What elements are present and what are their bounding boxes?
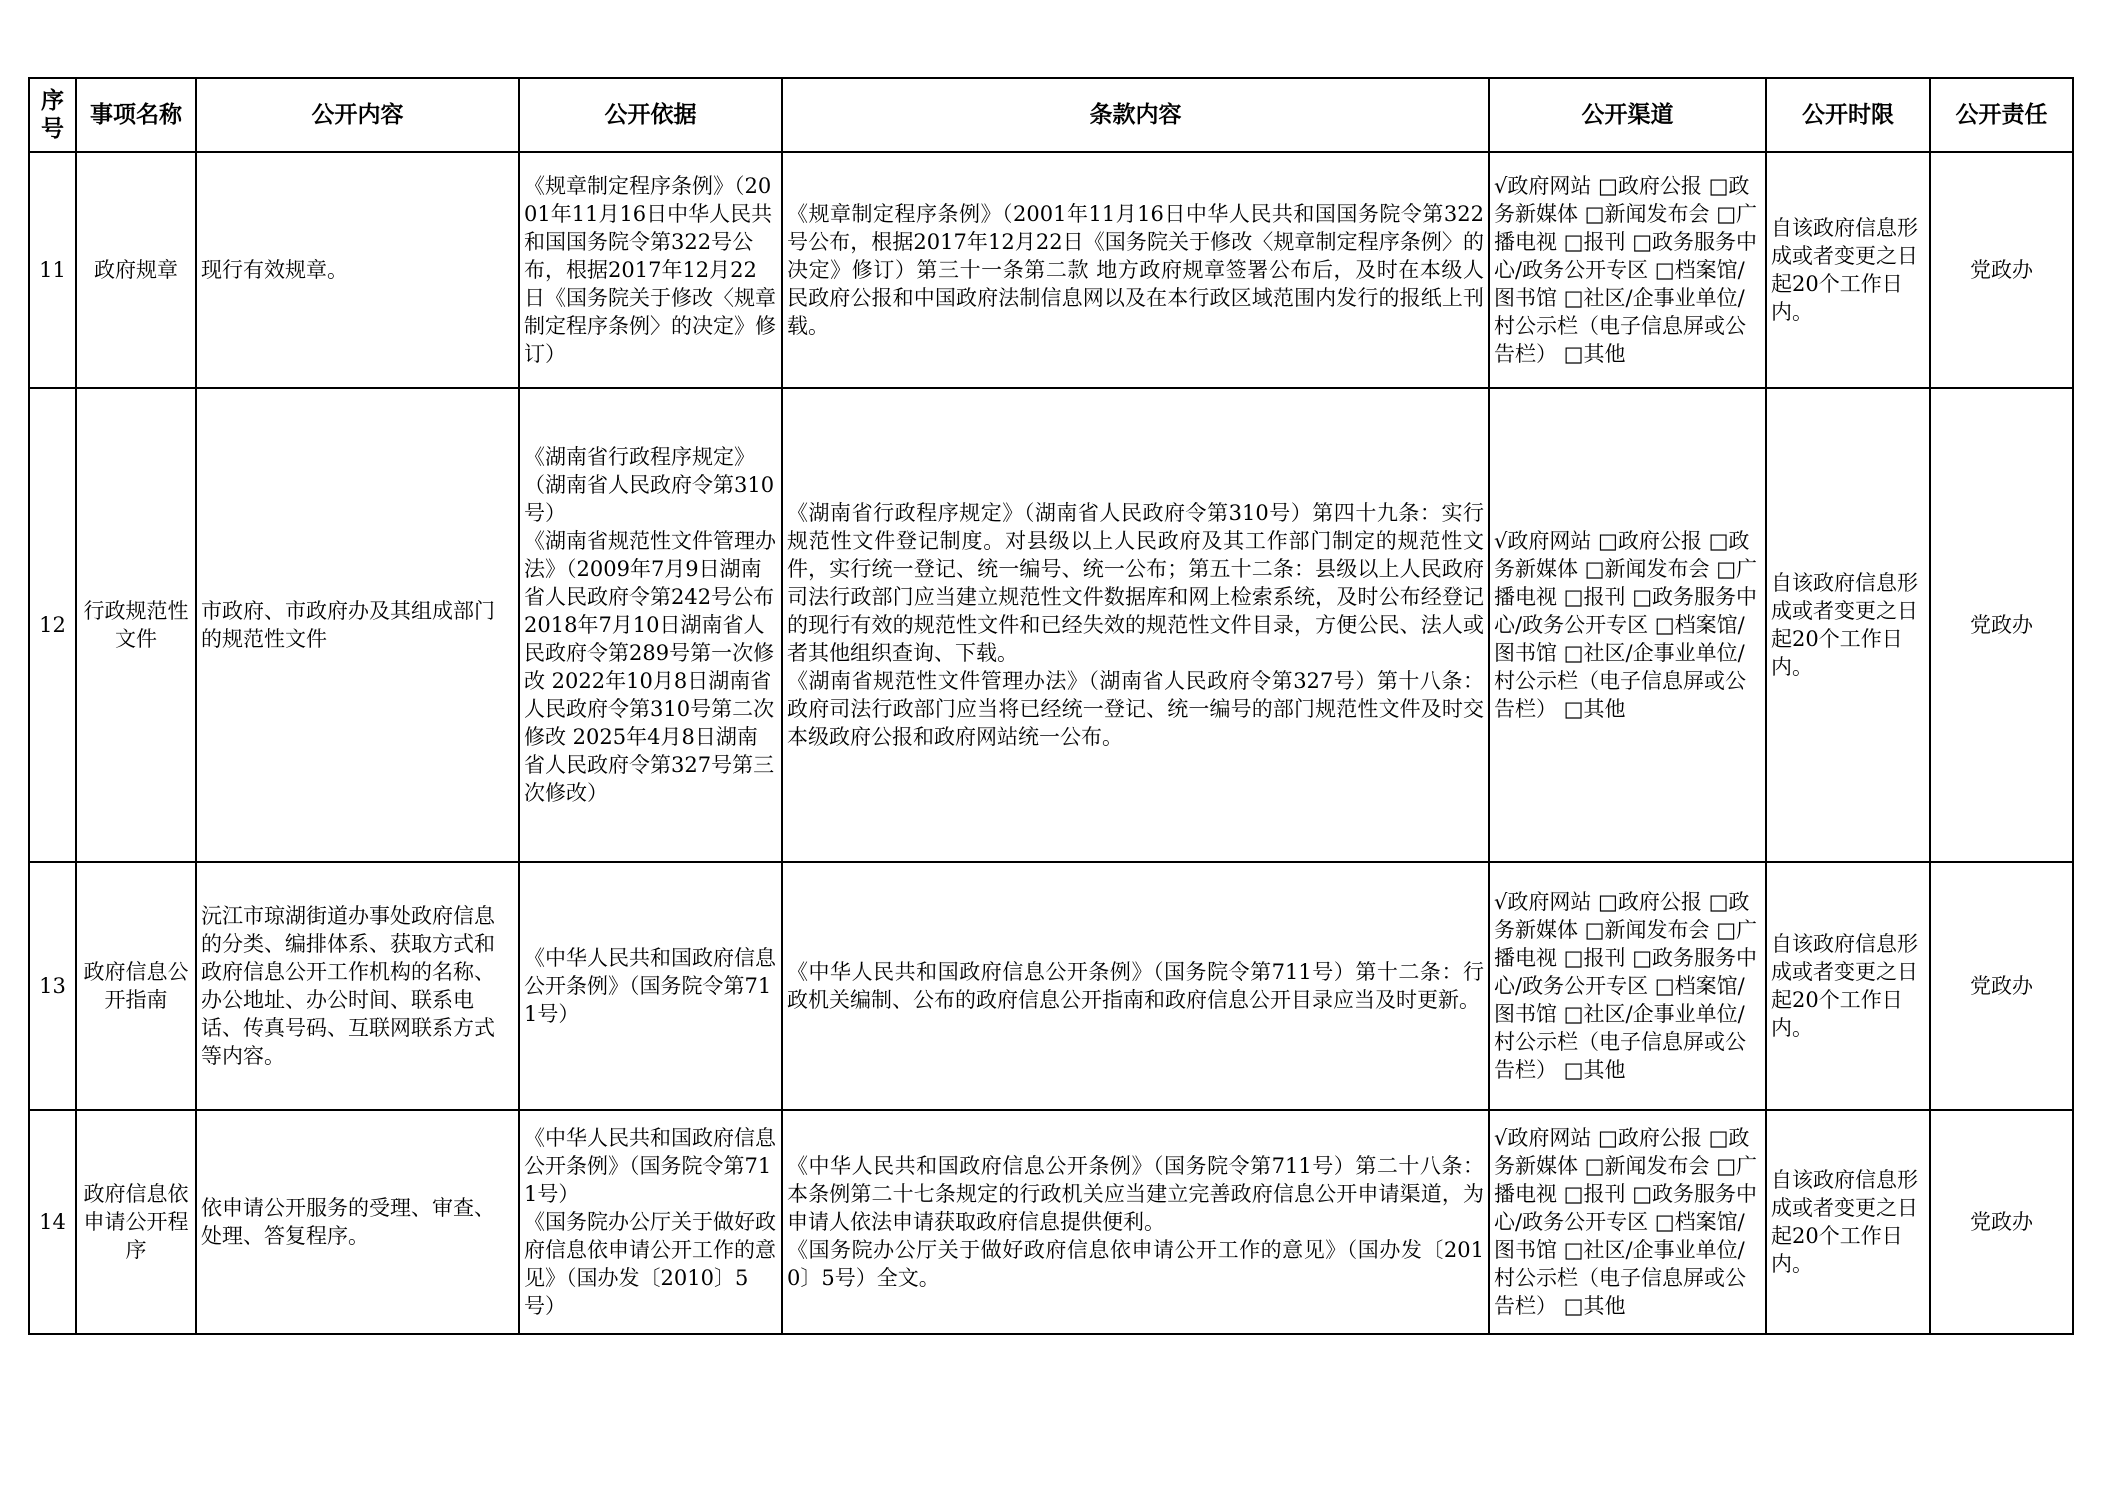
header-channel: 公开渠道 <box>1489 78 1766 152</box>
row-time: 自该政府信息形成或者变更之日起20个工作日内。 <box>1766 152 1930 388</box>
row-no: 12 <box>29 388 76 862</box>
row-name: 政府信息公开指南 <box>76 862 196 1110</box>
row-content: 现行有效规章。 <box>196 152 519 388</box>
header-content: 公开内容 <box>196 78 519 152</box>
row-basis <box>519 152 782 388</box>
row-content: 沅江市琼湖街道办事处政府信息的分类、编排体系、获取方式和政府信息公开工作机构的名称、办公地址、办公时间、联系电话、传真号码、互联网联系方式等内容。 <box>196 862 519 1110</box>
row-time: 自该政府信息形成或者变更之日起20个工作日内。 <box>1766 862 1930 1110</box>
row-channel: √政府网站 □政府公报 □政务新媒体 □新闻发布会 □广播电视 □报刊 □政务服务中心/政务公开专区 □档案馆/图书馆 □社区/企事业单位/村公示栏（电子信息屏或公告栏） □其他 <box>1489 152 1766 388</box>
header-name: 事项名称 <box>76 78 196 152</box>
header-no: 序号 <box>29 78 76 152</box>
table-row <box>29 1110 2073 1334</box>
row-basis <box>519 862 782 1110</box>
row-content: 市政府、市政府办及其组成部门的规范性文件 <box>196 388 519 862</box>
basis-text: 《中华人民共和国政府信息公开条例》（国务院令第711号） <box>524 946 776 1026</box>
row-no: 14 <box>29 1110 76 1334</box>
clause-text: 《规章制定程序条例》（2001年11月16日中华人民共和国国务院令第322号公布，根据2017年12月22日《国务院关于修改〈规章制定程序条例〉的决定》修订）第三十一条第二款 地方政府规章签署公布后，及时在本级人民政府公报和中国政府法制信息网以及在本行政区域范围内发行的报纸上刊载。 <box>787 202 1484 338</box>
row-clause <box>782 1110 1489 1334</box>
clause-text: 《湖南省规范性文件管理办法》（湖南省人民政府令第327号）第十八条：政府司法行政部门应当将已经统一登记、统一编号的部门规范性文件及时交本级政府公报和政府网站统一公布。 <box>787 669 1484 749</box>
clause-text: 《湖南省行政程序规定》（湖南省人民政府令第310号）第四十九条：实行规范性文件登记制度。对县级以上人民政府及其工作部门制定的规范性文件，实行统一登记、统一编号、统一公布；第五十二条：县级以上人民政府司法行政部门应当建立规范性文件数据库和网上检索系统，及时公布经登记的现行有效的规范性文件和已经失效的规范性文件目录，方便公民、法人或者其他组织查询、下载。 <box>787 501 1484 665</box>
row-basis <box>519 388 782 862</box>
row-name: 政府规章 <box>76 152 196 388</box>
row-time: 自该政府信息形成或者变更之日起20个工作日内。 <box>1766 1110 1930 1334</box>
table-row <box>29 862 2073 1110</box>
disclosure-table <box>28 77 2074 1335</box>
table-row <box>29 388 2073 862</box>
row-resp: 党政办 <box>1930 152 2073 388</box>
row-clause <box>782 152 1489 388</box>
clause-text: 《中华人民共和国政府信息公开条例》（国务院令第711号）第二十八条：本条例第二十七条规定的行政机关应当建立完善政府信息公开申请渠道，为申请人依法申请获取政府信息提供便利。 <box>787 1154 1484 1234</box>
row-name: 政府信息依申请公开程序 <box>76 1110 196 1334</box>
row-content: 依申请公开服务的受理、审查、处理、答复程序。 <box>196 1110 519 1334</box>
row-channel: √政府网站 □政府公报 □政务新媒体 □新闻发布会 □广播电视 □报刊 □政务服务中心/政务公开专区 □档案馆/图书馆 □社区/企事业单位/村公示栏（电子信息屏或公告栏） □其他 <box>1489 1110 1766 1334</box>
row-basis <box>519 1110 782 1334</box>
table-row <box>29 152 2073 388</box>
table-header-row <box>29 78 2073 152</box>
basis-text: 《国务院办公厅关于做好政府信息依申请公开工作的意见》（国办发〔2010〕5号） <box>524 1210 776 1318</box>
row-channel: √政府网站 □政府公报 □政务新媒体 □新闻发布会 □广播电视 □报刊 □政务服务中心/政务公开专区 □档案馆/图书馆 □社区/企事业单位/村公示栏（电子信息屏或公告栏） □其他 <box>1489 862 1766 1110</box>
row-clause <box>782 862 1489 1110</box>
header-time: 公开时限 <box>1766 78 1930 152</box>
basis-text: 《湖南省规范性文件管理办法》（2009年7月9日湖南省人民政府令第242号公布 2018年7月10日湖南省人民政府令第289号第一次修改 2022年10月8日湖南省人民政府令第310号第二次修改 2025年4月8日湖南省人民政府令第327号第三次修改） <box>524 529 776 805</box>
row-name: 行政规范性文件 <box>76 388 196 862</box>
header-basis: 公开依据 <box>519 78 782 152</box>
basis-text: 《中华人民共和国政府信息公开条例》（国务院令第711号） <box>524 1126 776 1206</box>
header-resp: 公开责任 <box>1930 78 2073 152</box>
clause-text: 《国务院办公厅关于做好政府信息依申请公开工作的意见》（国办发〔2010〕5号）全文。 <box>787 1238 1484 1290</box>
clause-text: 《中华人民共和国政府信息公开条例》（国务院令第711号）第十二条：行政机关编制、公布的政府信息公开指南和政府信息公开目录应当及时更新。 <box>787 960 1484 1012</box>
row-resp: 党政办 <box>1930 862 2073 1110</box>
header-clause: 条款内容 <box>782 78 1489 152</box>
basis-text: 《规章制定程序条例》（2001年11月16日中华人民共和国国务院令第322号公布，根据2017年12月22日《国务院关于修改〈规章制定程序条例〉的决定》修订） <box>524 174 776 366</box>
row-resp: 党政办 <box>1930 388 2073 862</box>
row-resp: 党政办 <box>1930 1110 2073 1334</box>
row-channel: √政府网站 □政府公报 □政务新媒体 □新闻发布会 □广播电视 □报刊 □政务服务中心/政务公开专区 □档案馆/图书馆 □社区/企事业单位/村公示栏（电子信息屏或公告栏） □其他 <box>1489 388 1766 862</box>
row-clause <box>782 388 1489 862</box>
row-no: 11 <box>29 152 76 388</box>
row-time: 自该政府信息形成或者变更之日起20个工作日内。 <box>1766 388 1930 862</box>
row-no: 13 <box>29 862 76 1110</box>
basis-text: 《湖南省行政程序规定》（湖南省人民政府令第310号） <box>524 445 775 525</box>
